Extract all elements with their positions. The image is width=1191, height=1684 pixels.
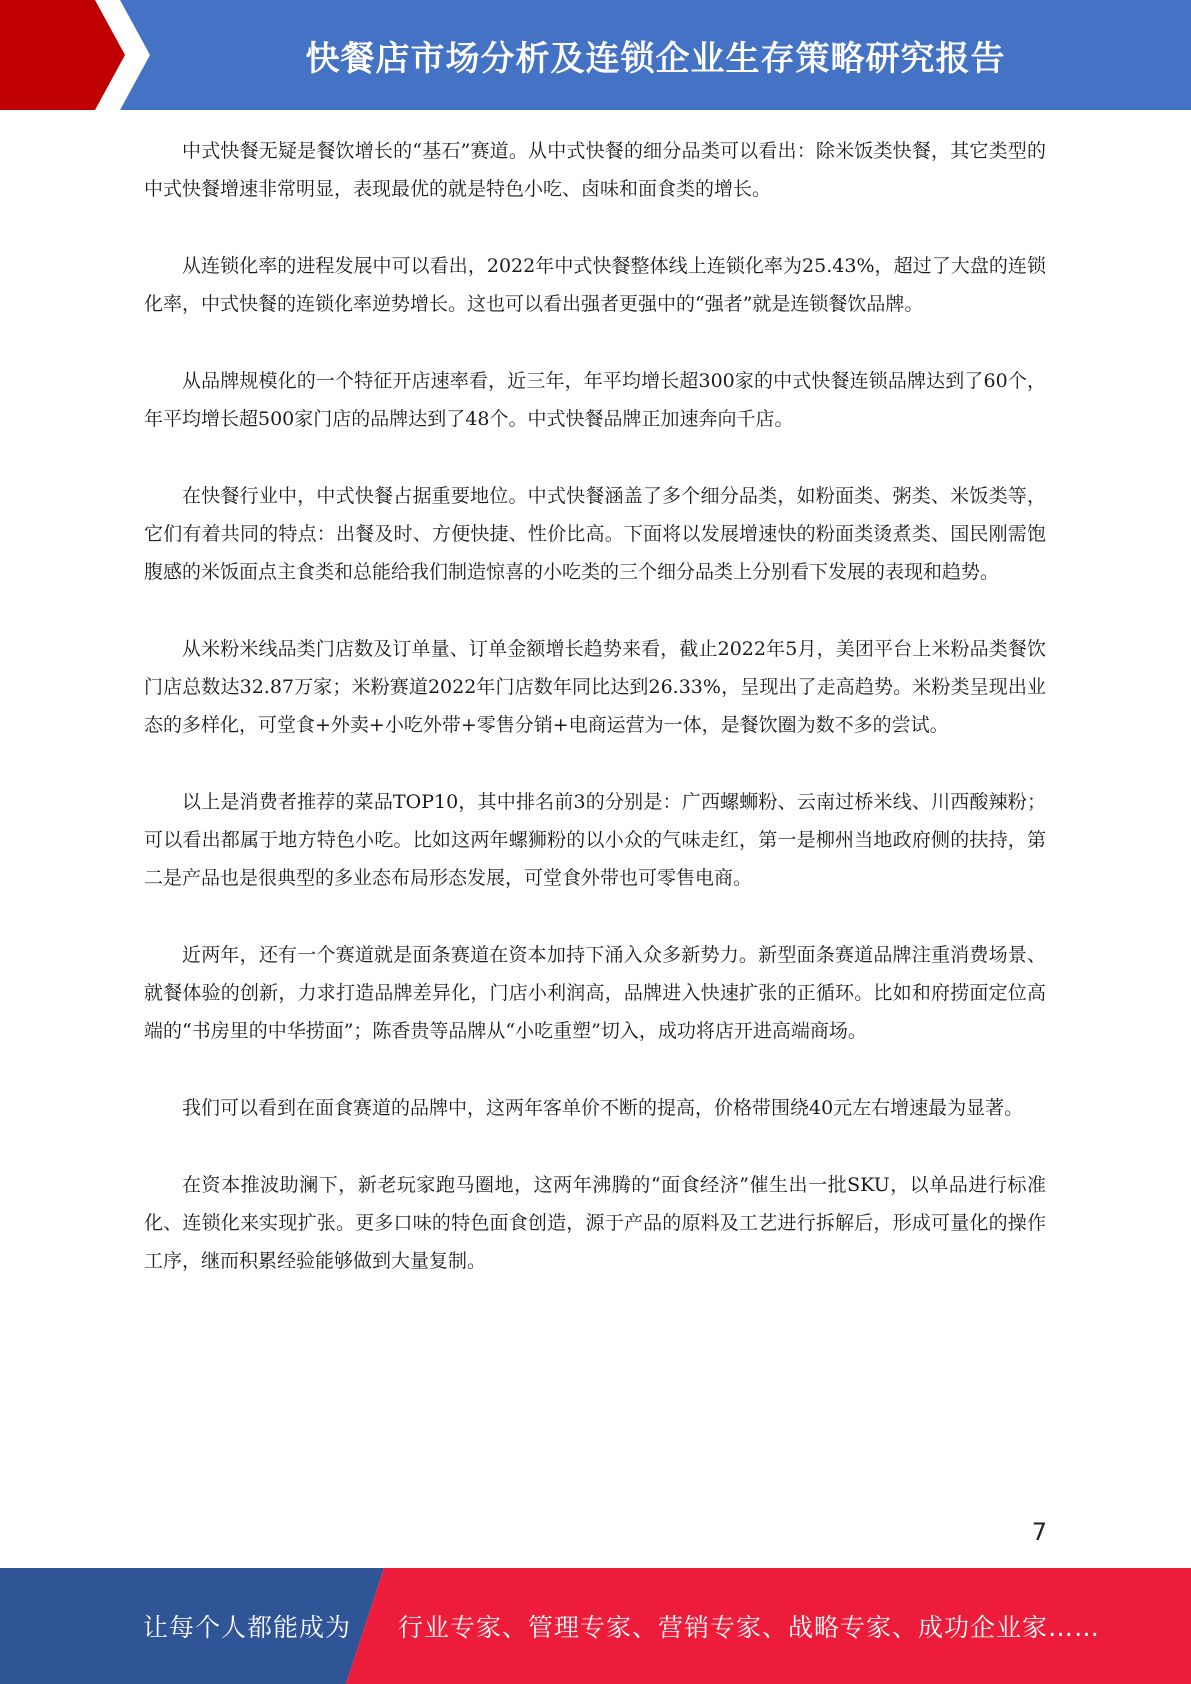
chevron-decoration-icon [0, 0, 160, 110]
paragraph: 在快餐行业中，中式快餐占据重要地位。中式快餐涵盖了多个细分品类，如粉面类、粥类、米饭类等，它们有着共同的特点：出餐及时、方便快捷、性价比高。下面将以发展增速快的粉面类烫煮类、国民刚需饱腹感的米饭面点主食类和总能给我们制造惊喜的小吃类的三个细分品类上分别看下发展的表现和趋势。 [144, 485, 1046, 583]
paragraph: 从品牌规模化的一个特征开店速率看，近三年，年平均增长超300家的中式快餐连锁品牌达到了60个，年平均增长超500家门店的品牌达到了48个。中式快餐品牌正加速奔向千店。 [144, 370, 1046, 430]
paragraph: 我们可以看到在面食赛道的品牌中，这两年客单价不断的提高，价格带围绕40元左右增速最为显著。 [182, 1097, 1024, 1119]
paragraph: 在资本推波助澜下，新老玩家跑马圈地，这两年沸腾的“面食经济”催生出一批SKU，以单品进行标准化、连锁化来实现扩张。更多口味的特色面食创造，源于产品的原料及工艺进行拆解后，形成可量化的操作工序，继而积累经验能够做到大量复制。 [144, 1174, 1046, 1272]
page-number: 7 [1031, 1518, 1047, 1546]
page-footer [0, 1568, 1191, 1684]
page-header [0, 0, 1191, 110]
paragraph: 近两年，还有一个赛道就是面条赛道在资本加持下涌入众多新势力。新型面条赛道品牌注重消费场景、就餐体验的创新，力求打造品牌差异化，门店小利润高，品牌进入快速扩张的正循环。比如和府捞面定位高端的“书房里的中华捞面”；陈香贵等品牌从“小吃重塑”切入，成功将店开进高端商场。 [144, 944, 1046, 1042]
paragraph: 以上是消费者推荐的菜品TOP10，其中排名前3的分别是：广西螺蛳粉、云南过桥米线、川西酸辣粉；可以看出都属于地方特色小吃。比如这两年螺狮粉的以小众的气味走红，第一是柳州当地政府侧的扶持，第二是产品也是很典型的多业态布局形态发展，可堂食外带也可零售电商。 [144, 791, 1046, 889]
body-content [144, 132, 1046, 1319]
paragraph: 中式快餐无疑是餐饮增长的“基石”赛道。从中式快餐的细分品类可以看出：除米饭类快餐，其它类型的中式快餐增速非常明显，表现最优的就是特色小吃、卤味和面食类的增长。 [144, 140, 1046, 200]
footer-slogan-right: 行业专家、管理专家、营销专家、战略专家、成功企业家…… [398, 1613, 1101, 1642]
report-title: 快餐店市场分析及连锁企业生存策略研究报告 [305, 38, 1006, 79]
paragraph: 从连锁化率的进程发展中可以看出，2022年中式快餐整体线上连锁化率为25.43%，超过了大盘的连锁化率，中式快餐的连锁化率逆势增长。这也可以看出强者更强中的“强者”就是连锁餐饮品牌。 [144, 255, 1046, 315]
paragraph: 从米粉米线品类门店数及订单量、订单金额增长趋势来看，截止2022年5月，美团平台上米粉品类餐饮门店总数达32.87万家；米粉赛道2022年门店数年同比达到26.33%，呈现出了走高趋势。米粉类呈现出业态的多样化，可堂食+外卖+小吃外带+零售分销+电商运营为一体，是餐饮圈为数不多的尝试。 [144, 638, 1046, 736]
footer-slogan-left: 让每个人都能成为 [143, 1613, 352, 1642]
